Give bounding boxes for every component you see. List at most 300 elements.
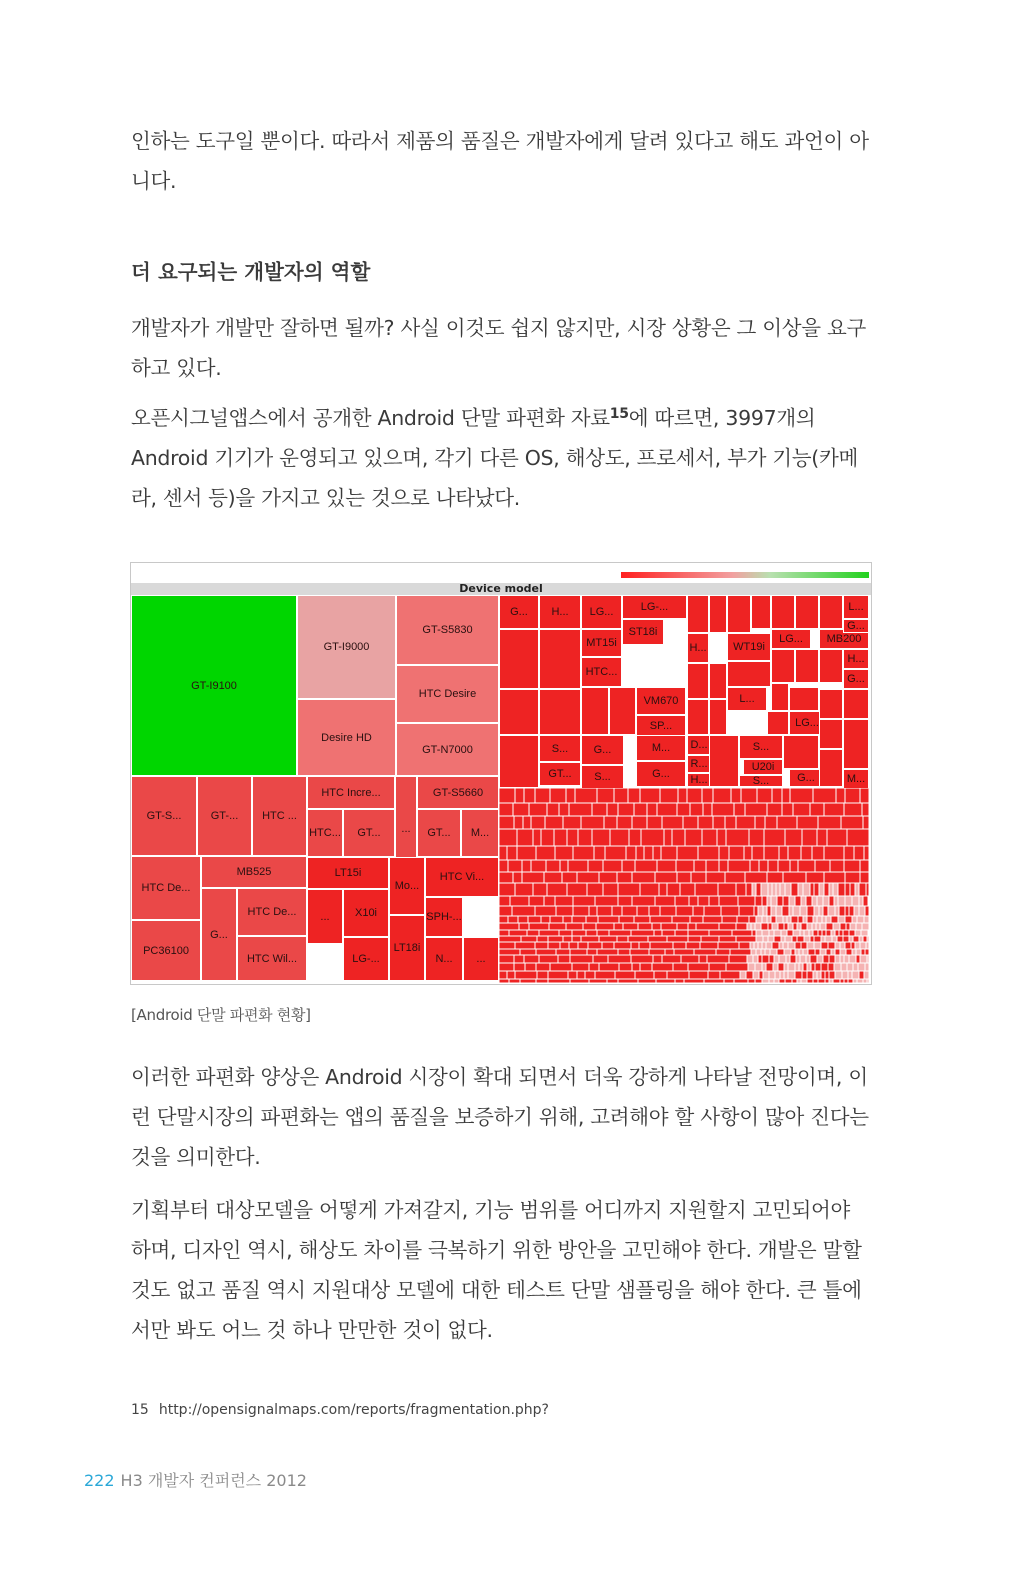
treemap-small-tile[interactable] (778, 963, 784, 971)
treemap-small-tile[interactable] (719, 923, 736, 930)
treemap-small-tile[interactable] (823, 906, 828, 916)
treemap-small-tile[interactable] (810, 955, 817, 963)
footnote-ref[interactable]: 15 (609, 406, 629, 422)
treemap-small-tile[interactable] (593, 955, 608, 963)
treemap-small-tile[interactable] (865, 906, 869, 916)
treemap-small-tile[interactable] (850, 923, 856, 930)
treemap-small-tile[interactable] (868, 896, 869, 906)
treemap-small-tile[interactable] (655, 896, 675, 906)
treemap-small-tile[interactable] (707, 955, 729, 963)
treemap-small-tile[interactable] (856, 923, 862, 930)
treemap-small-tile[interactable] (865, 949, 869, 955)
treemap-small-tile[interactable] (825, 979, 829, 983)
treemap-small-tile[interactable] (687, 788, 702, 803)
treemap-small-tile[interactable] (683, 816, 698, 829)
treemap-small-tile[interactable] (585, 971, 595, 979)
treemap-small-tile[interactable] (813, 916, 817, 923)
treemap-small-tile[interactable] (589, 906, 597, 916)
treemap-small-tile[interactable] (706, 860, 719, 872)
treemap-tile[interactable] (343, 889, 389, 937)
treemap-small-tile[interactable] (555, 896, 573, 906)
treemap-small-tile[interactable] (672, 916, 690, 923)
treemap-small-tile[interactable] (828, 963, 834, 971)
treemap-small-tile[interactable] (515, 788, 524, 803)
treemap-small-tile[interactable] (822, 930, 826, 936)
treemap-small-tile[interactable] (860, 955, 867, 963)
treemap-small-tile[interactable] (597, 930, 609, 936)
treemap-small-tile[interactable] (622, 860, 635, 872)
treemap-small-tile[interactable] (767, 872, 783, 883)
treemap-small-tile[interactable] (637, 906, 649, 916)
treemap-small-tile[interactable] (769, 955, 774, 963)
treemap-small-tile[interactable] (617, 936, 628, 942)
treemap-small-tile[interactable] (851, 942, 855, 949)
treemap-tile[interactable] (417, 809, 461, 857)
treemap-small-tile[interactable] (614, 788, 628, 803)
treemap-small-tile[interactable] (638, 979, 656, 983)
treemap-tile[interactable] (843, 669, 869, 689)
treemap-small-tile[interactable] (836, 788, 845, 803)
treemap-tile[interactable] (795, 595, 819, 629)
treemap-small-tile[interactable] (866, 942, 869, 949)
treemap-small-tile[interactable] (535, 942, 548, 949)
treemap-small-tile[interactable] (656, 979, 675, 983)
treemap-small-tile[interactable] (722, 916, 737, 923)
treemap-small-tile[interactable] (704, 979, 724, 983)
treemap-small-tile[interactable] (774, 955, 779, 963)
treemap-small-tile[interactable] (567, 829, 578, 846)
treemap-small-tile[interactable] (581, 936, 599, 942)
treemap-small-tile[interactable] (517, 829, 533, 846)
treemap-small-tile[interactable] (845, 942, 851, 949)
treemap-tile[interactable] (343, 809, 395, 857)
treemap-small-tile[interactable] (746, 971, 753, 979)
treemap-small-tile[interactable] (826, 916, 831, 923)
treemap-tile[interactable] (297, 699, 396, 776)
treemap-small-tile[interactable] (519, 923, 529, 930)
treemap-small-tile[interactable] (759, 860, 768, 872)
treemap-small-tile[interactable] (617, 816, 632, 829)
treemap-small-tile[interactable] (829, 896, 834, 906)
treemap-small-tile[interactable] (618, 949, 630, 955)
treemap-small-tile[interactable] (508, 860, 522, 872)
treemap-tile[interactable] (389, 857, 425, 915)
treemap-tile[interactable] (539, 735, 581, 762)
treemap-small-tile[interactable] (655, 872, 677, 883)
treemap-small-tile[interactable] (563, 816, 581, 829)
treemap-small-tile[interactable] (631, 942, 639, 949)
treemap-small-tile[interactable] (703, 803, 712, 816)
treemap-small-tile[interactable] (859, 883, 866, 896)
treemap-small-tile[interactable] (577, 872, 599, 883)
treemap-tile[interactable] (425, 937, 463, 981)
treemap-small-tile[interactable] (750, 860, 759, 872)
treemap-small-tile[interactable] (634, 916, 650, 923)
treemap-small-tile[interactable] (835, 971, 842, 979)
treemap-small-tile[interactable] (719, 860, 728, 872)
treemap-small-tile[interactable] (838, 883, 845, 896)
treemap-small-tile[interactable] (636, 846, 644, 860)
treemap-small-tile[interactable] (751, 949, 756, 955)
treemap-small-tile[interactable] (588, 860, 603, 872)
treemap-small-tile[interactable] (853, 963, 858, 971)
treemap-small-tile[interactable] (736, 923, 747, 930)
treemap-small-tile[interactable] (586, 916, 598, 923)
treemap-small-tile[interactable] (619, 963, 632, 971)
treemap-small-tile[interactable] (839, 930, 843, 936)
treemap-small-tile[interactable] (602, 942, 614, 949)
treemap-small-tile[interactable] (632, 896, 655, 906)
treemap-small-tile[interactable] (573, 896, 595, 906)
treemap-small-tile[interactable] (709, 896, 719, 906)
treemap-small-tile[interactable] (764, 846, 779, 860)
treemap-small-tile[interactable] (661, 846, 677, 860)
treemap-small-tile[interactable] (529, 803, 547, 816)
treemap-small-tile[interactable] (776, 883, 780, 896)
treemap-small-tile[interactable] (751, 923, 755, 930)
treemap-tile[interactable] (636, 687, 686, 715)
treemap-small-tile[interactable] (536, 949, 556, 955)
treemap-tile[interactable] (636, 761, 686, 787)
treemap-small-tile[interactable] (604, 816, 617, 829)
treemap-small-tile[interactable] (729, 846, 744, 860)
treemap-small-tile[interactable] (748, 979, 755, 983)
treemap-tile[interactable] (581, 765, 624, 789)
treemap-small-tile[interactable] (779, 942, 783, 949)
treemap-small-tile[interactable] (547, 803, 559, 816)
treemap-small-tile[interactable] (845, 916, 852, 923)
treemap-tile[interactable] (389, 915, 425, 981)
treemap-small-tile[interactable] (701, 936, 719, 942)
treemap-tile[interactable] (783, 735, 819, 769)
treemap-small-tile[interactable] (726, 829, 749, 846)
treemap-tile[interactable] (417, 776, 499, 809)
treemap-small-tile[interactable] (858, 963, 865, 971)
treemap-small-tile[interactable] (547, 883, 567, 896)
treemap-tile[interactable] (771, 649, 795, 683)
treemap-small-tile[interactable] (784, 923, 788, 930)
treemap-small-tile[interactable] (699, 955, 707, 963)
treemap-small-tile[interactable] (531, 860, 546, 872)
treemap-small-tile[interactable] (835, 906, 839, 916)
treemap-small-tile[interactable] (777, 896, 783, 906)
treemap-small-tile[interactable] (793, 930, 800, 936)
treemap-small-tile[interactable] (845, 906, 849, 916)
treemap-small-tile[interactable] (755, 816, 765, 829)
treemap-small-tile[interactable] (854, 846, 864, 860)
treemap-small-tile[interactable] (718, 883, 736, 896)
treemap-small-tile[interactable] (831, 949, 835, 955)
treemap-small-tile[interactable] (819, 883, 824, 896)
treemap-tile[interactable] (622, 619, 664, 645)
treemap-small-tile[interactable] (810, 883, 814, 896)
treemap-small-tile[interactable] (608, 955, 631, 963)
treemap-small-tile[interactable] (745, 872, 767, 883)
treemap-small-tile[interactable] (848, 971, 852, 979)
treemap-small-tile[interactable] (649, 906, 660, 916)
treemap-small-tile[interactable] (515, 942, 535, 949)
treemap-small-tile[interactable] (759, 971, 763, 979)
treemap-small-tile[interactable] (572, 930, 586, 936)
treemap-small-tile[interactable] (657, 803, 677, 816)
treemap-small-tile[interactable] (698, 896, 709, 906)
treemap-small-tile[interactable] (824, 872, 845, 883)
treemap-small-tile[interactable] (779, 979, 785, 983)
treemap-small-tile[interactable] (804, 930, 809, 936)
treemap-small-tile[interactable] (653, 955, 662, 963)
treemap-tile[interactable] (709, 595, 727, 633)
treemap-small-tile[interactable] (660, 906, 676, 916)
treemap-small-tile[interactable] (825, 936, 832, 942)
treemap-small-tile[interactable] (790, 860, 798, 872)
treemap-small-tile[interactable] (791, 949, 795, 955)
treemap-small-tile[interactable] (801, 846, 812, 860)
treemap-small-tile[interactable] (597, 906, 612, 916)
treemap-small-tile[interactable] (756, 883, 761, 896)
treemap-small-tile[interactable] (675, 930, 688, 936)
treemap-small-tile[interactable] (676, 906, 693, 916)
treemap-small-tile[interactable] (780, 971, 784, 979)
treemap-small-tile[interactable] (816, 923, 820, 930)
treemap-tile[interactable] (743, 759, 783, 775)
treemap-small-tile[interactable] (860, 872, 869, 883)
treemap-small-tile[interactable] (691, 872, 706, 883)
treemap-small-tile[interactable] (840, 979, 844, 983)
treemap-small-tile[interactable] (767, 803, 782, 816)
treemap-small-tile[interactable] (731, 788, 741, 803)
treemap-small-tile[interactable] (555, 846, 573, 860)
treemap-small-tile[interactable] (657, 860, 676, 872)
treemap-small-tile[interactable] (807, 916, 813, 923)
treemap-small-tile[interactable] (774, 936, 781, 942)
treemap-small-tile[interactable] (862, 923, 869, 930)
treemap-small-tile[interactable] (541, 916, 550, 923)
treemap-small-tile[interactable] (831, 916, 838, 923)
treemap-tile[interactable] (819, 689, 843, 719)
treemap-small-tile[interactable] (797, 816, 818, 829)
treemap-small-tile[interactable] (769, 979, 774, 983)
treemap-tile[interactable] (739, 735, 783, 759)
treemap-small-tile[interactable] (558, 955, 570, 963)
treemap-small-tile[interactable] (867, 979, 869, 983)
treemap-small-tile[interactable] (589, 979, 607, 983)
treemap-small-tile[interactable] (686, 942, 700, 949)
treemap-small-tile[interactable] (640, 883, 659, 896)
treemap-small-tile[interactable] (548, 971, 568, 979)
treemap-small-tile[interactable] (681, 955, 699, 963)
treemap-small-tile[interactable] (758, 955, 762, 963)
treemap-small-tile[interactable] (521, 936, 537, 942)
treemap-small-tile[interactable] (752, 846, 764, 860)
treemap-small-tile[interactable] (628, 936, 648, 942)
treemap-small-tile[interactable] (788, 846, 801, 860)
treemap-small-tile[interactable] (575, 788, 597, 803)
treemap-small-tile[interactable] (713, 816, 725, 829)
treemap-small-tile[interactable] (771, 906, 776, 916)
treemap-small-tile[interactable] (762, 916, 767, 923)
treemap-small-tile[interactable] (812, 896, 817, 906)
treemap-small-tile[interactable] (548, 979, 570, 983)
treemap-small-tile[interactable] (599, 872, 617, 883)
treemap-tile[interactable] (581, 595, 622, 629)
treemap-small-tile[interactable] (605, 846, 626, 860)
treemap-small-tile[interactable] (749, 829, 764, 846)
treemap-tile[interactable] (131, 595, 297, 776)
treemap-small-tile[interactable] (603, 860, 622, 872)
treemap-small-tile[interactable] (822, 916, 826, 923)
treemap-small-tile[interactable] (698, 816, 713, 829)
treemap-small-tile[interactable] (499, 979, 509, 983)
treemap-small-tile[interactable] (799, 949, 803, 955)
treemap-small-tile[interactable] (761, 923, 768, 930)
treemap-small-tile[interactable] (774, 979, 779, 983)
treemap-small-tile[interactable] (842, 971, 848, 979)
treemap-small-tile[interactable] (840, 923, 846, 930)
treemap-tile[interactable] (252, 776, 307, 856)
treemap-small-tile[interactable] (841, 963, 847, 971)
treemap-tile[interactable] (499, 735, 539, 788)
treemap-small-tile[interactable] (684, 979, 704, 983)
treemap-small-tile[interactable] (740, 971, 746, 979)
treemap-small-tile[interactable] (807, 979, 813, 983)
treemap-small-tile[interactable] (736, 936, 756, 942)
treemap-small-tile[interactable] (825, 971, 829, 979)
treemap-small-tile[interactable] (806, 896, 812, 906)
treemap-small-tile[interactable] (753, 971, 759, 979)
treemap-small-tile[interactable] (537, 936, 548, 942)
treemap-small-tile[interactable] (524, 788, 535, 803)
treemap-small-tile[interactable] (677, 846, 698, 860)
treemap-small-tile[interactable] (614, 942, 631, 949)
treemap-small-tile[interactable] (594, 846, 605, 860)
treemap-small-tile[interactable] (762, 955, 769, 963)
treemap-small-tile[interactable] (640, 963, 652, 971)
treemap-tile[interactable] (396, 665, 499, 723)
treemap-small-tile[interactable] (706, 872, 725, 883)
treemap-small-tile[interactable] (662, 816, 683, 829)
treemap-small-tile[interactable] (802, 971, 807, 979)
treemap-tile[interactable] (581, 687, 609, 735)
treemap-small-tile[interactable] (568, 860, 588, 872)
treemap-small-tile[interactable] (810, 936, 814, 942)
treemap-small-tile[interactable] (772, 923, 778, 930)
treemap-tile[interactable] (307, 809, 343, 857)
treemap-small-tile[interactable] (756, 930, 762, 936)
treemap-small-tile[interactable] (647, 816, 662, 829)
treemap-small-tile[interactable] (667, 936, 688, 942)
treemap-small-tile[interactable] (583, 923, 596, 930)
treemap-small-tile[interactable] (796, 955, 800, 963)
treemap-small-tile[interactable] (726, 963, 748, 971)
treemap-small-tile[interactable] (847, 829, 869, 846)
treemap-tile[interactable] (396, 723, 499, 776)
treemap-small-tile[interactable] (788, 942, 795, 949)
treemap-small-tile[interactable] (654, 971, 667, 979)
treemap-small-tile[interactable] (863, 979, 867, 983)
treemap-small-tile[interactable] (607, 979, 618, 983)
treemap-small-tile[interactable] (560, 860, 568, 872)
treemap-small-tile[interactable] (673, 942, 686, 949)
treemap-tile[interactable] (687, 699, 709, 735)
treemap-small-tile[interactable] (839, 906, 845, 916)
treemap-small-tile[interactable] (797, 936, 804, 942)
treemap-small-tile[interactable] (527, 930, 539, 936)
treemap-tile[interactable] (463, 937, 499, 981)
treemap-tile[interactable] (771, 595, 795, 629)
treemap-small-tile[interactable] (800, 955, 806, 963)
treemap-small-tile[interactable] (499, 955, 514, 963)
treemap-small-tile[interactable] (634, 803, 647, 816)
treemap-small-tile[interactable] (845, 883, 850, 896)
treemap-small-tile[interactable] (618, 979, 638, 983)
treemap-small-tile[interactable] (660, 788, 678, 803)
treemap-small-tile[interactable] (785, 883, 791, 896)
treemap-small-tile[interactable] (806, 955, 810, 963)
treemap-small-tile[interactable] (587, 949, 597, 955)
treemap-small-tile[interactable] (763, 936, 768, 942)
treemap-small-tile[interactable] (791, 883, 798, 896)
treemap-small-tile[interactable] (818, 816, 841, 829)
treemap-small-tile[interactable] (821, 963, 828, 971)
treemap-tile[interactable] (425, 857, 499, 897)
treemap-small-tile[interactable] (702, 829, 717, 846)
treemap-small-tile[interactable] (764, 829, 785, 846)
treemap-small-tile[interactable] (810, 803, 824, 816)
treemap-small-tile[interactable] (845, 872, 860, 883)
treemap-small-tile[interactable] (548, 936, 563, 942)
treemap-small-tile[interactable] (598, 916, 619, 923)
treemap-small-tile[interactable] (830, 860, 844, 872)
treemap-small-tile[interactable] (779, 955, 786, 963)
treemap-small-tile[interactable] (755, 896, 762, 906)
treemap-small-tile[interactable] (708, 971, 720, 979)
treemap-small-tile[interactable] (758, 906, 763, 916)
treemap-small-tile[interactable] (849, 955, 856, 963)
treemap-small-tile[interactable] (823, 896, 829, 906)
treemap-small-tile[interactable] (563, 916, 572, 923)
treemap-small-tile[interactable] (592, 829, 610, 846)
treemap-small-tile[interactable] (499, 803, 513, 816)
treemap-small-tile[interactable] (824, 846, 844, 860)
treemap-small-tile[interactable] (863, 816, 869, 829)
treemap-small-tile[interactable] (761, 883, 768, 896)
treemap-small-tile[interactable] (782, 803, 793, 816)
treemap-small-tile[interactable] (835, 949, 840, 955)
treemap-small-tile[interactable] (520, 949, 536, 955)
treemap-small-tile[interactable] (607, 803, 618, 816)
treemap-small-tile[interactable] (784, 949, 791, 955)
treemap-small-tile[interactable] (863, 896, 868, 906)
treemap-small-tile[interactable] (702, 788, 713, 803)
treemap-tile[interactable] (727, 661, 771, 687)
treemap-small-tile[interactable] (844, 860, 860, 872)
treemap-small-tile[interactable] (675, 979, 684, 983)
treemap-small-tile[interactable] (850, 883, 855, 896)
treemap-small-tile[interactable] (856, 955, 860, 963)
treemap-small-tile[interactable] (678, 788, 687, 803)
treemap-small-tile[interactable] (704, 906, 721, 916)
treemap-small-tile[interactable] (768, 936, 774, 942)
treemap-small-tile[interactable] (865, 963, 869, 971)
treemap-small-tile[interactable] (795, 949, 799, 955)
treemap-tile[interactable] (739, 775, 783, 787)
treemap-small-tile[interactable] (528, 916, 541, 923)
treemap-tile[interactable] (581, 735, 624, 765)
treemap-tile[interactable] (843, 719, 869, 769)
treemap-small-tile[interactable] (763, 906, 767, 916)
treemap-small-tile[interactable] (791, 916, 798, 923)
treemap-small-tile[interactable] (595, 896, 618, 906)
